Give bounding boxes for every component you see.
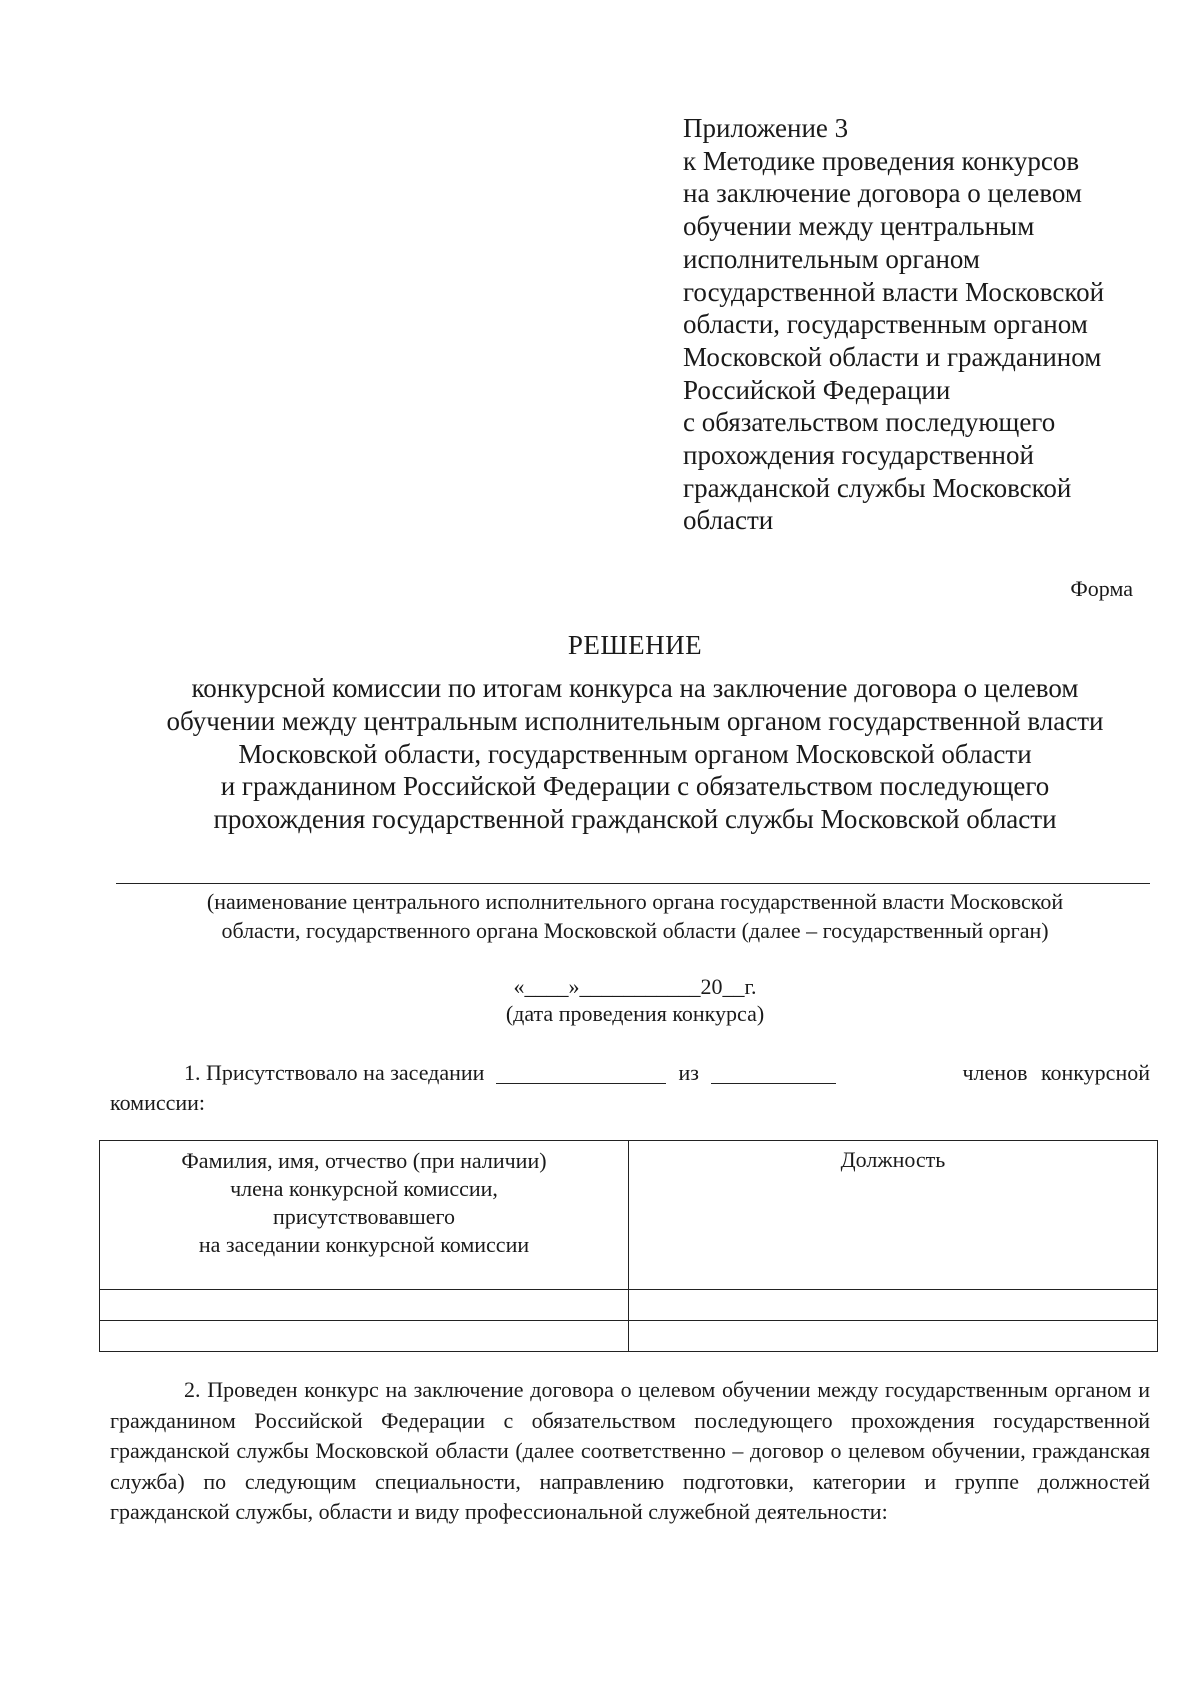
heading-line: конкурсной комиссии по итогам конкурса на заключение договора о целевом: [191, 673, 1079, 703]
org-caption-line: (наименование центрального исполнительного органа государственной власти Московской: [206, 889, 1064, 914]
appendix-line: области, государственным органом: [683, 309, 1088, 340]
table-header-row: [100, 1141, 1158, 1290]
heading-line: прохождения государственной гражданской службы Московской области: [213, 804, 1057, 835]
appendix-block: [683, 112, 1183, 537]
table-row: [100, 1321, 1158, 1352]
header-line: члена конкурсной комиссии,: [230, 1176, 498, 1201]
item-1-continuation: комиссии:: [110, 1090, 206, 1115]
heading-line: обучении между центральным исполнительным органом государственной власти: [166, 705, 1104, 736]
header-line: присутствовавшего: [273, 1204, 455, 1229]
appendix-line: Московской области и гражданином: [683, 341, 1102, 372]
table-cell: [629, 1321, 1158, 1352]
appendix-line: исполнительным органом: [683, 243, 980, 274]
total-count-blank: [711, 1083, 836, 1084]
org-name-fill-line: [116, 883, 1150, 884]
header-line: Фамилия, имя, отчество (при наличии): [181, 1148, 547, 1173]
item-1-text-members: членов конкурсной: [962, 1060, 1150, 1085]
org-caption-line: области, государственного органа Московской области (далее – государственный орган): [221, 918, 1049, 943]
item-2-paragraph: [110, 1375, 1150, 1528]
appendix-line: на заключение договора о целевом: [683, 178, 1082, 209]
item-1-paragraph: [110, 1058, 1150, 1118]
appendix-line: Российской Федерации: [683, 374, 951, 405]
item-1-first-line: [110, 1058, 1150, 1088]
appendix-line: гражданской службы Московской: [683, 472, 1072, 503]
form-label: Форма: [1070, 576, 1133, 601]
header-position: Должность: [629, 1141, 1158, 1290]
header-member-name: [100, 1141, 629, 1290]
date-fill-line: «____»___________20__г.: [513, 974, 757, 999]
heading-line: Московской области, государственным органом Московской области: [238, 738, 1032, 769]
table-row: [100, 1290, 1158, 1321]
document-heading: [0, 672, 1200, 836]
date-caption: (дата проведения конкурса): [505, 1001, 765, 1026]
appendix-line: обучении между центральным: [683, 211, 1035, 242]
table-cell: [100, 1290, 629, 1321]
table-cell: [629, 1290, 1158, 1321]
item-2-text: 2. Проведен конкурс на заключение договора о целевом обучении между государственным органом и гражданином Российской Федерации с обязательством последующего прохождения государственной гражданской службы Московской области (далее соответственно – договор о целевом обучении, гражданская служба) по следующим специальности, направлению подготовки, категории и группе должностей гражданской службы, области и виду профессиональной служебной деятельности:: [110, 1377, 1150, 1524]
appendix-line: к Методике проведения конкурсов: [683, 145, 1080, 176]
appendix-line: государственной власти Московской: [683, 276, 1105, 307]
heading-line: и гражданином Российской Федерации с обязательством последующего: [220, 771, 1050, 802]
org-name-caption: [0, 887, 1200, 945]
present-count-blank: [496, 1083, 666, 1084]
table-cell: [100, 1321, 629, 1352]
appendix-line: прохождения государственной: [683, 440, 1034, 471]
document-title: РЕШЕНИЕ: [567, 630, 703, 660]
appendix-line: Приложение 3: [683, 113, 849, 143]
appendix-line: с обязательством последующего: [683, 407, 1056, 438]
item-1-text-present: 1. Присутствовало на заседании: [184, 1060, 485, 1085]
members-table: [99, 1140, 1158, 1352]
header-line: на заседании конкурсной комиссии: [198, 1232, 530, 1257]
item-1-text-of: из: [678, 1060, 699, 1085]
appendix-line: области: [683, 505, 774, 536]
